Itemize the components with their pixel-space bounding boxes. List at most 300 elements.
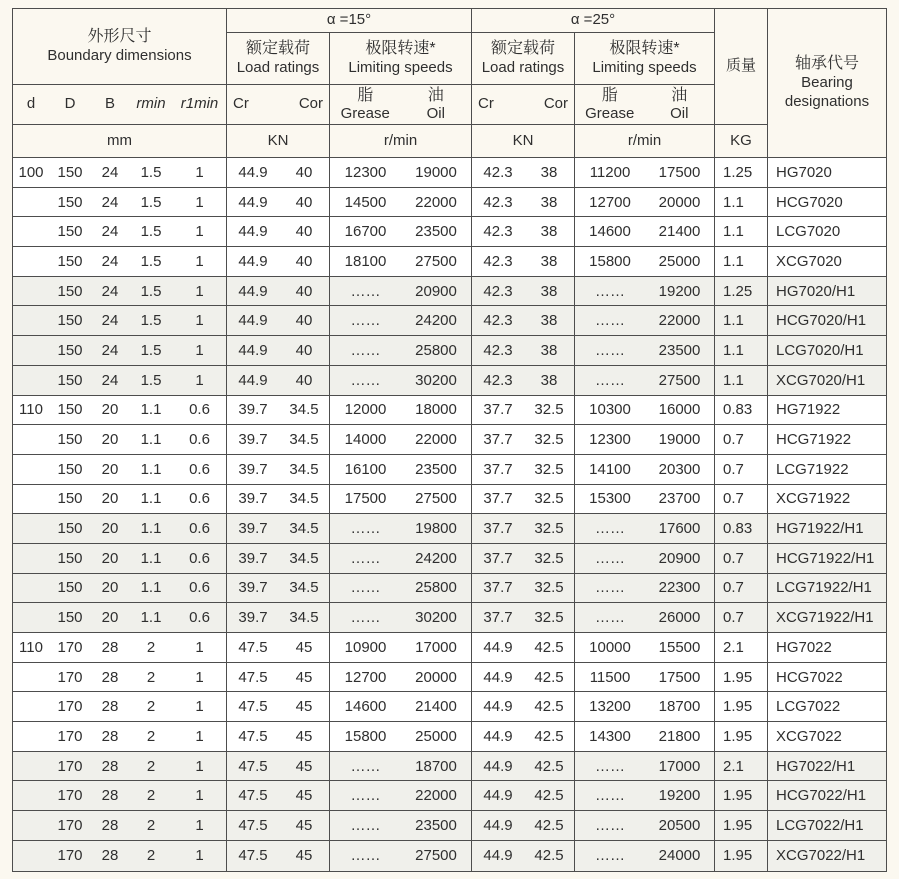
cell-oil15: 25000 (401, 722, 472, 751)
cell-grease25: …… (595, 816, 625, 834)
cell-D: 170 (57, 638, 83, 656)
cell-kg: 0.7 (715, 603, 768, 632)
header-load-ratings-15 (227, 33, 330, 85)
cell-oil15: 22000 (401, 781, 472, 810)
cell-code: HG7020 (776, 163, 832, 181)
cell-grease25: …… (595, 520, 625, 538)
cell-cor15: 40 (279, 336, 330, 365)
cell-cr25: 44.9 (483, 727, 513, 745)
cell-B: 24 (101, 341, 119, 359)
cell-D: 150 (57, 609, 83, 627)
cell-B: 28 (101, 727, 119, 745)
cell-B: 28 (101, 847, 119, 865)
header-bearing-en: Bearing designations (784, 74, 870, 110)
header-col-B: B (91, 85, 129, 125)
cell-r1min: 1 (173, 366, 227, 395)
cell-cor25: 32.5 (524, 425, 575, 454)
cell-r1min: 1 (173, 633, 227, 662)
cell-code: XCG71922 (776, 490, 851, 508)
header-unit-kn-25: KN (472, 125, 575, 157)
cell-grease15: 16700 (344, 223, 387, 241)
cell-r1min: 1 (173, 663, 227, 692)
cell-cor25: 42.5 (524, 752, 575, 781)
cell-grease25: 12700 (589, 193, 631, 211)
cell-oil15: 19800 (401, 514, 472, 543)
cell-cor15: 45 (279, 633, 330, 662)
cell-rmin: 1.1 (140, 520, 162, 538)
cell-r1min: 0.6 (173, 396, 227, 425)
header-grease-15-cn: 脂 (357, 86, 374, 104)
cell-B: 24 (101, 282, 119, 300)
cell-kg: 1.1 (715, 366, 768, 395)
cell-cor15: 34.5 (279, 574, 330, 603)
cell-D: 170 (57, 847, 83, 865)
header-grease-oil-25 (575, 85, 715, 125)
cell-cor25: 38 (524, 158, 575, 187)
cell-d (13, 752, 49, 781)
cell-kg: 1.95 (715, 811, 768, 840)
cell-code: LCG7020/H1 (776, 341, 864, 359)
cell-oil25: 19200 (645, 277, 715, 306)
cell-cr15: 39.7 (238, 401, 268, 419)
cell-code: XCG71922/H1 (776, 609, 874, 627)
cell-cor25: 38 (524, 277, 575, 306)
cell-kg: 0.83 (715, 396, 768, 425)
table-row (13, 574, 886, 604)
cell-grease15: 12300 (344, 163, 387, 181)
cell-cr25: 42.3 (483, 193, 513, 211)
cell-grease25: 13200 (589, 698, 631, 716)
cell-r1min: 1 (173, 247, 227, 276)
cell-oil15: 20000 (401, 663, 472, 692)
cell-kg: 1.25 (715, 277, 768, 306)
cell-B: 24 (101, 193, 119, 211)
cell-cor15: 45 (279, 781, 330, 810)
cell-grease15: …… (350, 549, 381, 567)
cell-cr15: 39.7 (238, 549, 268, 567)
cell-oil25: 24000 (645, 841, 715, 871)
cell-cor25: 38 (524, 306, 575, 335)
cell-kg: 1.95 (715, 841, 768, 871)
header-bearing-designations (768, 9, 886, 157)
cell-r1min: 1 (173, 841, 227, 871)
cell-r1min: 1 (173, 188, 227, 217)
cell-rmin: 2 (146, 638, 156, 656)
cell-kg: 1.25 (715, 158, 768, 187)
cell-d (13, 811, 49, 840)
cell-cor15: 40 (279, 247, 330, 276)
header-mass: 质量 (715, 9, 768, 125)
cell-B: 28 (101, 787, 119, 805)
table-row (13, 396, 886, 426)
cell-r1min: 1 (173, 781, 227, 810)
cell-grease25: …… (595, 847, 625, 865)
cell-kg: 1.95 (715, 722, 768, 751)
cell-cr25: 44.9 (483, 757, 513, 775)
cell-cor15: 45 (279, 722, 330, 751)
cell-cr25: 37.7 (483, 609, 513, 627)
cell-D: 170 (57, 816, 83, 834)
cell-cr25: 44.9 (483, 698, 513, 716)
cell-cr25: 42.3 (483, 341, 513, 359)
cell-B: 28 (101, 668, 119, 686)
cell-r1min: 1 (173, 811, 227, 840)
cell-rmin: 1.5 (140, 163, 162, 181)
header-col-cor-25: Cor (524, 85, 575, 125)
header-limiting-speeds-15-cn: 极限转速* (365, 40, 436, 58)
cell-oil25: 20300 (645, 455, 715, 484)
cell-cor15: 34.5 (279, 396, 330, 425)
cell-code: XCG7020 (776, 252, 842, 270)
header-grease-25 (575, 86, 645, 123)
cell-D: 150 (57, 193, 83, 211)
cell-code: XCG7022/H1 (776, 847, 866, 865)
cell-rmin: 2 (146, 668, 156, 686)
cell-cor25: 32.5 (524, 514, 575, 543)
header-grease-15 (330, 86, 401, 123)
cell-grease15: 10900 (344, 638, 387, 656)
cell-grease15: 12000 (344, 401, 387, 419)
cell-cor25: 38 (524, 217, 575, 246)
cell-d (13, 366, 49, 395)
cell-cor15: 40 (279, 277, 330, 306)
cell-kg: 1.1 (715, 188, 768, 217)
cell-oil25: 18700 (645, 692, 715, 721)
cell-d (13, 663, 49, 692)
cell-code: LCG7020 (776, 223, 841, 241)
cell-rmin: 1.5 (140, 341, 162, 359)
header-load-ratings-15-cn: 额定载荷 (245, 40, 310, 58)
cell-d (13, 841, 49, 871)
cell-kg: 0.83 (715, 514, 768, 543)
cell-d: 100 (18, 163, 44, 181)
cell-grease15: 16100 (344, 460, 387, 478)
cell-grease25: 15800 (589, 252, 631, 270)
cell-cor15: 45 (279, 752, 330, 781)
header-bearing-cn: 轴承代号 (794, 55, 859, 73)
cell-r1min: 1 (173, 752, 227, 781)
cell-oil25: 16000 (645, 396, 715, 425)
cell-grease15: …… (350, 371, 381, 389)
cell-oil15: 25800 (401, 574, 472, 603)
cell-code: HG7022 (776, 638, 832, 656)
cell-cor15: 40 (279, 158, 330, 187)
cell-cr15: 44.9 (238, 252, 268, 270)
cell-cr15: 39.7 (238, 490, 268, 508)
cell-oil15: 24200 (401, 306, 472, 335)
table-row (13, 366, 886, 396)
cell-kg: 1.1 (715, 336, 768, 365)
cell-oil25: 17500 (645, 158, 715, 187)
cell-oil15: 27500 (401, 247, 472, 276)
cell-grease15: …… (350, 757, 381, 775)
cell-kg: 1.95 (715, 781, 768, 810)
cell-oil25: 26000 (645, 603, 715, 632)
table-row (13, 514, 886, 544)
header-oil-25 (645, 86, 715, 123)
cell-oil15: 30200 (401, 366, 472, 395)
cell-grease15: 15800 (344, 727, 387, 745)
table-row (13, 277, 886, 307)
header-unit-mm: mm (13, 125, 227, 157)
cell-cr25: 37.7 (483, 549, 513, 567)
cell-oil15: 27500 (401, 841, 472, 871)
cell-kg: 1.95 (715, 663, 768, 692)
cell-oil15: 18700 (401, 752, 472, 781)
cell-grease25: 15300 (589, 490, 631, 508)
cell-D: 150 (57, 282, 83, 300)
cell-cr25: 37.7 (483, 490, 513, 508)
cell-rmin: 1.1 (140, 401, 162, 419)
cell-cr25: 44.9 (483, 787, 513, 805)
header-col-cr-15: Cr (227, 85, 279, 125)
cell-cr25: 37.7 (483, 401, 513, 419)
cell-r1min: 1 (173, 336, 227, 365)
header-grease-25-en: Grease (585, 105, 635, 123)
cell-oil25: 21800 (645, 722, 715, 751)
bearing-spec-table (12, 8, 887, 872)
cell-cr25: 42.3 (483, 163, 513, 181)
cell-oil25: 20900 (645, 544, 715, 573)
cell-code: HCG7020/H1 (776, 312, 867, 330)
cell-oil15: 21400 (401, 692, 472, 721)
cell-oil15: 19000 (401, 158, 472, 187)
cell-rmin: 1.1 (140, 579, 162, 597)
cell-grease15: 14500 (344, 193, 387, 211)
table-row (13, 485, 886, 515)
cell-rmin: 2 (146, 816, 156, 834)
cell-grease15: 17500 (344, 490, 387, 508)
table-row (13, 633, 886, 663)
cell-d (13, 485, 49, 514)
cell-cr25: 42.3 (483, 223, 513, 241)
cell-oil25: 27500 (645, 366, 715, 395)
table-row (13, 603, 886, 633)
cell-cor25: 42.5 (524, 692, 575, 721)
cell-B: 20 (101, 549, 119, 567)
header-limiting-speeds-25-cn: 极限转速* (609, 40, 680, 58)
table-row (13, 722, 886, 752)
cell-code: LCG71922 (776, 460, 849, 478)
cell-code: HG7020/H1 (776, 282, 856, 300)
cell-rmin: 2 (146, 787, 156, 805)
header-unit-kg: KG (715, 125, 768, 157)
cell-cr15: 39.7 (238, 520, 268, 538)
cell-D: 150 (57, 401, 83, 419)
cell-r1min: 1 (173, 692, 227, 721)
cell-grease15: …… (350, 282, 381, 300)
cell-cr15: 47.5 (238, 727, 268, 745)
cell-B: 20 (101, 460, 119, 478)
cell-d (13, 455, 49, 484)
cell-kg: 0.7 (715, 544, 768, 573)
cell-grease25: …… (595, 787, 625, 805)
cell-D: 150 (57, 431, 83, 449)
cell-grease25: 11200 (589, 163, 631, 181)
cell-D: 150 (57, 579, 83, 597)
cell-grease15: …… (350, 609, 381, 627)
cell-cor15: 45 (279, 663, 330, 692)
cell-cr15: 47.5 (238, 787, 268, 805)
cell-code: XCG7020/H1 (776, 371, 866, 389)
cell-B: 20 (101, 401, 119, 419)
cell-code: HG7022/H1 (776, 757, 856, 775)
cell-grease25: …… (595, 282, 625, 300)
table-row (13, 781, 886, 811)
cell-cr25: 42.3 (483, 252, 513, 270)
cell-D: 150 (57, 163, 83, 181)
header-unit-rpm-15: r/min (330, 125, 472, 157)
cell-kg: 2.1 (715, 752, 768, 781)
cell-cor15: 34.5 (279, 485, 330, 514)
cell-d (13, 514, 49, 543)
header-oil-25-en: Oil (670, 105, 689, 123)
header-boundary-dimensions (13, 9, 227, 85)
cell-grease15: …… (350, 787, 381, 805)
cell-cr15: 44.9 (238, 193, 268, 211)
cell-d (13, 217, 49, 246)
cell-d (13, 692, 49, 721)
cell-oil25: 21400 (645, 217, 715, 246)
table-row (13, 306, 886, 336)
cell-oil15: 18000 (401, 396, 472, 425)
cell-kg: 0.7 (715, 425, 768, 454)
cell-grease25: 10000 (589, 638, 631, 656)
cell-oil25: 15500 (645, 633, 715, 662)
header-boundary-en: Boundary dimensions (47, 47, 192, 65)
cell-grease15: 12700 (344, 668, 387, 686)
table-header (13, 9, 886, 158)
cell-cor15: 40 (279, 217, 330, 246)
cell-code: HG71922/H1 (776, 520, 864, 538)
cell-B: 24 (101, 223, 119, 241)
cell-r1min: 1 (173, 217, 227, 246)
cell-r1min: 1 (173, 158, 227, 187)
header-oil-25-cn: 油 (671, 86, 688, 104)
cell-oil15: 30200 (401, 603, 472, 632)
cell-kg: 1.1 (715, 217, 768, 246)
cell-D: 150 (57, 520, 83, 538)
cell-oil25: 19200 (645, 781, 715, 810)
cell-code: XCG7022 (776, 727, 842, 745)
cell-D: 170 (57, 757, 83, 775)
cell-oil15: 17000 (401, 633, 472, 662)
cell-B: 24 (101, 163, 119, 181)
cell-D: 150 (57, 341, 83, 359)
cell-cr15: 39.7 (238, 609, 268, 627)
cell-grease15: …… (350, 312, 381, 330)
header-grease-25-cn: 脂 (601, 86, 618, 104)
cell-rmin: 2 (146, 847, 156, 865)
cell-d (13, 277, 49, 306)
cell-cr25: 37.7 (483, 520, 513, 538)
cell-kg: 0.7 (715, 455, 768, 484)
cell-grease15: …… (350, 847, 381, 865)
cell-B: 20 (101, 490, 119, 508)
cell-cor25: 42.5 (524, 633, 575, 662)
cell-cr15: 47.5 (238, 757, 268, 775)
cell-r1min: 0.6 (173, 603, 227, 632)
cell-D: 170 (57, 698, 83, 716)
cell-cr25: 44.9 (483, 847, 513, 865)
cell-oil15: 20900 (401, 277, 472, 306)
cell-grease15: …… (350, 816, 381, 834)
header-col-cor-15: Cor (279, 85, 330, 125)
header-col-rmin: rmin (129, 85, 173, 125)
cell-d (13, 781, 49, 810)
cell-cor15: 45 (279, 811, 330, 840)
cell-cr15: 39.7 (238, 579, 268, 597)
cell-r1min: 0.6 (173, 425, 227, 454)
cell-oil15: 25800 (401, 336, 472, 365)
header-unit-kn-15: KN (227, 125, 330, 157)
cell-d: 110 (19, 401, 43, 419)
cell-kg: 1.95 (715, 692, 768, 721)
cell-cor15: 34.5 (279, 425, 330, 454)
cell-cr15: 44.9 (238, 223, 268, 241)
cell-cor15: 34.5 (279, 544, 330, 573)
cell-r1min: 1 (173, 722, 227, 751)
table-row (13, 841, 886, 871)
cell-cr15: 44.9 (238, 163, 268, 181)
cell-B: 20 (101, 609, 119, 627)
cell-cor25: 42.5 (524, 781, 575, 810)
header-col-cr-25: Cr (472, 85, 524, 125)
cell-kg: 0.7 (715, 485, 768, 514)
cell-oil25: 20500 (645, 811, 715, 840)
cell-cr15: 47.5 (238, 847, 268, 865)
cell-cr15: 47.5 (238, 638, 268, 656)
cell-oil25: 17000 (645, 752, 715, 781)
cell-B: 28 (101, 698, 119, 716)
cell-rmin: 1.5 (140, 312, 162, 330)
cell-B: 28 (101, 757, 119, 775)
cell-cor15: 40 (279, 366, 330, 395)
cell-oil25: 25000 (645, 247, 715, 276)
cell-kg: 0.7 (715, 574, 768, 603)
cell-cor25: 38 (524, 366, 575, 395)
cell-D: 150 (57, 490, 83, 508)
table-row (13, 544, 886, 574)
cell-d (13, 188, 49, 217)
table-row (13, 217, 886, 247)
table-row (13, 188, 886, 218)
cell-cor15: 45 (279, 692, 330, 721)
cell-d (13, 574, 49, 603)
header-limiting-speeds-15-en: Limiting speeds (348, 59, 453, 77)
cell-grease25: …… (595, 341, 625, 359)
table-row (13, 663, 886, 693)
cell-rmin: 2 (146, 698, 156, 716)
cell-B: 20 (101, 431, 119, 449)
cell-D: 150 (57, 371, 83, 389)
cell-grease25: 14100 (589, 460, 631, 478)
table-row (13, 455, 886, 485)
cell-cor25: 42.5 (524, 811, 575, 840)
cell-rmin: 1.1 (140, 431, 162, 449)
cell-kg: 1.1 (715, 247, 768, 276)
cell-rmin: 1.1 (140, 490, 162, 508)
cell-cor15: 40 (279, 188, 330, 217)
header-oil-15-en: Oil (426, 105, 445, 123)
cell-grease25: …… (595, 757, 625, 775)
cell-grease25: …… (595, 549, 625, 567)
cell-d (13, 306, 49, 335)
cell-oil25: 23500 (645, 336, 715, 365)
cell-cr25: 44.9 (483, 816, 513, 834)
cell-B: 20 (101, 520, 119, 538)
cell-oil25: 20000 (645, 188, 715, 217)
